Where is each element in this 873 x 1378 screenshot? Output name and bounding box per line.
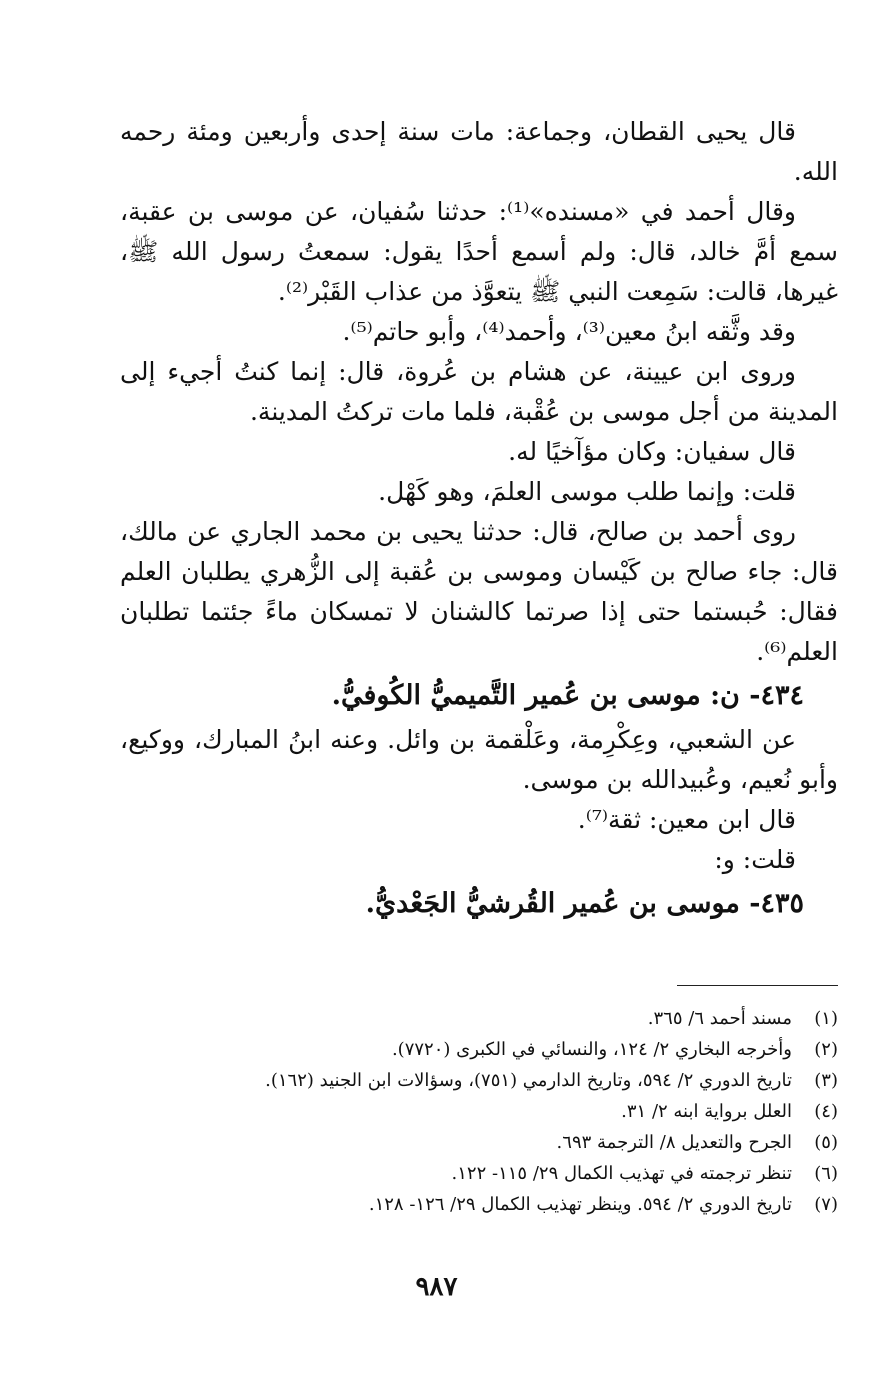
entry-heading-434: ٤٣٤- ن: موسى بن عُمير التَّميميُّ الكُوفيُّ. xyxy=(331,680,804,711)
footnote xyxy=(120,1158,838,1189)
footnote xyxy=(120,1034,838,1065)
footnote-separator xyxy=(677,985,838,986)
footnote-text: الجرح والتعديل ٨/ الترجمة ٦٩٣. xyxy=(556,1132,792,1153)
footnote-number: (٢) xyxy=(814,1039,838,1060)
paragraph-8: عن الشعبي، وعِكْرِمة، وعَلْقمة بن وائل. وعنه ابنُ المبارك، ووكيع، وأبو نُعيم، وعُبيدالله بن موسى. xyxy=(120,725,838,794)
paragraph-6: قلت: وإنما طلب موسى العلمَ، وهو كَهْل. xyxy=(378,477,796,506)
footnote xyxy=(120,1127,838,1158)
footnote-text: تاريخ الدوري ٢/ ٥٩٤. وينظر تهذيب الكمال ٢٩/ ١٢٦- ١٢٨. xyxy=(368,1194,792,1215)
footnote-number: (٤) xyxy=(814,1101,838,1122)
paragraph-2: وقال أحمد في «مسنده»⁽¹⁾: حدثنا سُفيان، عن موسى بن عقبة، سمع أمَّ خالد، قال: ولم أسمع أحدًا يقول: سمعتُ رسول الله ﷺ، غيرها، قالت: سَمِعت النبي ﷺ يتعوَّذ من عذاب القَبْر⁽²⁾. xyxy=(120,197,838,306)
paragraph-5: قال سفيان: وكان مؤآخيًا له. xyxy=(508,437,796,466)
entry-heading-435: ٤٣٥- موسى بن عُمير القُرشيُّ الجَعْديُّ. xyxy=(365,888,804,919)
footnote xyxy=(120,1003,838,1034)
footnote-text: تنظر ترجمته في تهذيب الكمال ٢٩/ ١١٥- ١٢٢. xyxy=(451,1163,792,1184)
footnote-number: (٣) xyxy=(814,1070,838,1091)
paragraph-7: روى أحمد بن صالح، قال: حدثنا يحيى بن محمد الجاري عن مالك، قال: جاء صالح بن كَيْسان وموسى بن عُقبة إلى الزُّهري يطلبان العلم فقال: حُبستما حتى إذا صرتما كالشنان لا تمسكان ماءً جئتما تطلبان العلم⁽⁶⁾. xyxy=(120,517,838,666)
footnote-number: (١) xyxy=(814,1008,838,1029)
footnote-text: تاريخ الدوري ٢/ ٥٩٤، وتاريخ الدارمي (٧٥١)، وسؤالات ابن الجنيد (١٦٢). xyxy=(265,1070,792,1091)
footnote xyxy=(120,1065,838,1096)
page-number: ٩٨٧ xyxy=(415,1272,458,1302)
footnote-number: (٥) xyxy=(814,1132,838,1153)
footnote-text: العلل برواية ابنه ٢/ ٣١. xyxy=(621,1101,792,1122)
paragraph-4: وروى ابن عيينة، عن هشام بن عُروة، قال: إنما كنتُ أجيء إلى المدينة من أجل موسى بن عُقْبة، فلما مات تركتُ المدينة. xyxy=(120,357,838,426)
footnotes xyxy=(120,1003,838,1220)
footnote-text: وأخرجه البخاري ٢/ ١٢٤، والنسائي في الكبرى (٧٧٢٠). xyxy=(391,1039,792,1060)
paragraph-9: قال ابن معين: ثقة⁽⁷⁾. xyxy=(577,805,796,834)
footnote xyxy=(120,1189,838,1220)
paragraph-1: قال يحيى القطان، وجماعة: مات سنة إحدى وأربعين ومئة رحمه الله. xyxy=(120,117,838,186)
paragraph-3: وقد وثَّقه ابنُ معين⁽³⁾، وأحمد⁽⁴⁾، وأبو حاتم⁽⁵⁾. xyxy=(342,317,796,346)
footnote-number: (٦) xyxy=(814,1163,838,1184)
paragraph-10: قلت: و: xyxy=(714,845,796,874)
footnote-number: (٧) xyxy=(814,1194,838,1215)
main-text xyxy=(120,112,838,928)
footnote xyxy=(120,1096,838,1127)
footnote-text: مسند أحمد ٦/ ٣٦٥. xyxy=(647,1008,792,1029)
